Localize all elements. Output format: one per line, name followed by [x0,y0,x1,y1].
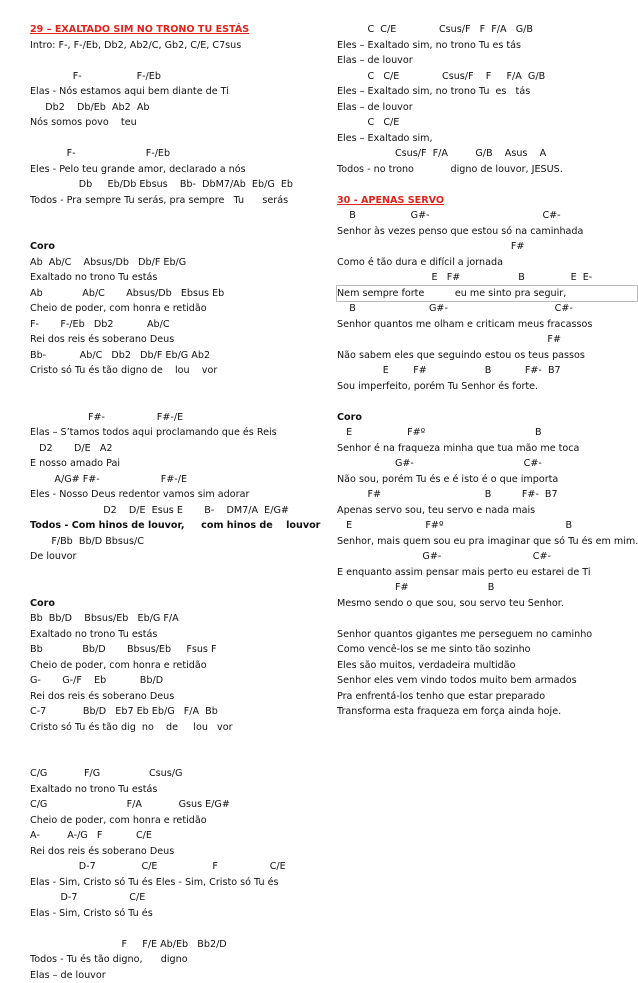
blank-line [30,394,330,410]
lyric-line: Ab Ab/C Absus/Db Ebsus Eb [30,286,330,302]
lyric-line: Mesmo sendo o que sou, sou servo teu Senhor. [337,596,637,612]
lyric-line: F#- F#-/E [30,410,330,426]
lyric-line: G- G-/F Eb Bb/D [30,673,330,689]
lyric-line: Bb- Ab/C Db2 Db/F Eb/G Ab2 [30,348,330,364]
lyric-line: F# [337,239,637,255]
lyric-line: F- F-/Eb [30,146,330,162]
lyric-line: E nosso amado Pai [30,456,330,472]
lyric-line: Coro [30,239,330,255]
blank-line [30,379,330,395]
lyric-line: F# B [337,580,637,596]
lyric-line: Como vencê-los se me sinto tão sozinho [337,642,637,658]
lyric-line: Elas - Sim, Cristo só Tu és Eles - Sim, Cristo só Tu és [30,875,330,891]
lyric-line: G#- C#- [337,549,637,565]
blank-line [30,921,330,937]
lyric-line: Intro: F-, F-/Eb, Db2, Ab2/C, Gb2, C/E, C7sus [30,38,330,54]
lyric-line: Elas – de louvor [337,100,637,116]
lyric-line: F# B F#- B7 [337,487,637,503]
lyric-line: F F/E Ab/Eb Bb2/D [30,937,330,953]
lyric-line: Bb Bb/D Bbsus/Eb Eb/G F/A [30,611,330,627]
lyric-line: F/Bb Bb/D Bbsus/C [30,534,330,550]
lyric-line: D2 D/E A2 [30,441,330,457]
lyric-line: Rei dos reis és soberano Deus [30,844,330,860]
lyric-line: Como é tão dura e difícil a jornada [337,255,637,271]
lyric-line: F- F-/Eb Db2 Ab/C [30,317,330,333]
lyric-line: D-7 C/E [30,890,330,906]
lyric-line: Todos - Tu és tão digno, digno [30,952,330,968]
lyric-line: Exaltado no trono Tu estás [30,270,330,286]
lyric-line: C C/E Csus/F F F/A G/B [337,22,637,38]
lyric-line: E enquanto assim pensar mais perto eu estarei de Ti [337,565,637,581]
lyric-line: Senhor às vezes penso que estou só na caminhada [337,224,637,240]
lyric-line: F- F-/Eb [30,69,330,85]
left-column [30,22,330,983]
lyric-line: Coro [337,410,637,426]
lyric-line: Csus/F F/A G/B Asus A [337,146,637,162]
lyric-line: Não sabem eles que seguindo estou os teus passos [337,348,637,364]
lyric-line: E F#º B [337,518,637,534]
right-column [337,22,637,720]
blank-line [337,611,637,627]
lyric-line: Eles – Exaltado sim, [337,131,637,147]
lyric-line: Cheio de poder, com honra e retidão [30,813,330,829]
lyric-line: Senhor eles vem vindo todos muito bem armados [337,673,637,689]
blank-line [30,751,330,767]
lyric-line: Senhor quantos me olham e criticam meus fracassos [337,317,637,333]
song-title: 30 - APENAS SERVO [337,193,637,209]
lyric-line: Sou imperfeito, porém Tu Senhor és forte. [337,379,637,395]
blank-line [30,131,330,147]
lyric-line: Cheio de poder, com honra e retidão [30,301,330,317]
lyric-line: Elas – de louvor [30,968,330,983]
lyric-line: A/G# F#- F#-/E [30,472,330,488]
lyric-line: Não sou, porém Tu és e é isto é o que importa [337,472,637,488]
lyric-line: Cheio de poder, com honra e retidão [30,658,330,674]
blank-line [30,735,330,751]
lyric-line: E F# B E E- [337,270,637,286]
lyric-line: Nós somos povo teu [30,115,330,131]
lyric-line: G#- C#- [337,456,637,472]
lyric-line: Db Eb/Db Ebsus Bb- DbM7/Ab Eb/G Eb [30,177,330,193]
lyric-line: D-7 C/E F C/E [30,859,330,875]
lyric-line: Senhor quantos gigantes me perseguem no caminho [337,627,637,643]
lyric-line: Todos - no trono digno de louvor, JESUS. [337,162,637,178]
lyric-line: E F#º B [337,425,637,441]
lyric-line: Senhor é na fraqueza minha que tua mão me toca [337,441,637,457]
lyric-line: Nem sempre forte eu me sinto pra seguir, [337,286,637,302]
blank-line [30,565,330,581]
lyric-line: Exaltado no trono Tu estás [30,627,330,643]
lyric-line: C C/E [337,115,637,131]
lyric-line: Bb Bb/D Bbsus/Eb Fsus F [30,642,330,658]
lyric-line: Exaltado no trono Tu estás [30,782,330,798]
blank-line [30,208,330,224]
lyric-line: Ab Ab/C Absus/Db Db/F Eb/G [30,255,330,271]
lyric-line: D2 D/E Esus E B- DM7/A E/G# [30,503,330,519]
lyric-line: Eles - Pelo teu grande amor, declarado a nós [30,162,330,178]
lyric-line: C C/E Csus/F F F/A G/B [337,69,637,85]
blank-line [30,53,330,69]
lyric-line: Elas – S’tamos todos aqui proclamando que és Reis [30,425,330,441]
lyric-line: Transforma esta fraqueza em força ainda hoje. [337,704,637,720]
lyric-line: Elas - Sim, Cristo só Tu és [30,906,330,922]
lyric-line: Senhor, mais quem sou eu pra imaginar que só Tu és em mim. [337,534,637,550]
blank-line [337,394,637,410]
lyric-line: Db2 Db/Eb Ab2 Ab [30,100,330,116]
lyric-line: De louvor [30,549,330,565]
lyric-line: Eles - Nosso Deus redentor vamos sim adorar [30,487,330,503]
lyric-line: C/G F/A Gsus E/G# [30,797,330,813]
lyric-line: Eles – Exaltado sim, no trono Tu es tás [337,84,637,100]
lyric-line: Pra enfrentá-los tenho que estar preparado [337,689,637,705]
lyric-line: E F# B F#- B7 [337,363,637,379]
lyric-line: Apenas servo sou, teu servo e nada mais [337,503,637,519]
lyric-line: Eles – Exaltado sim, no trono Tu es tás [337,38,637,54]
lyric-line: B G#- C#- [337,208,637,224]
lyric-line: Rei dos reis és soberano Deus [30,332,330,348]
song-title: 29 – EXALTADO SIM NO TRONO TU ESTÁS [30,22,330,38]
lyric-line: Elas – de louvor [337,53,637,69]
lyric-line: C-7 Bb/D Eb7 Eb Eb/G F/A Bb [30,704,330,720]
lyric-line: F# [337,332,637,348]
blank-line [30,224,330,240]
lyric-line: Rei dos reis és soberano Deus [30,689,330,705]
lyric-line: Todos - Com hinos de louvor, com hinos de louvor [30,518,330,534]
lyric-line: Cristo só Tu és tão digno de lou vor [30,363,330,379]
lyric-line: Elas - Nós estamos aqui bem diante de Ti [30,84,330,100]
lyric-line: A- A-/G F C/E [30,828,330,844]
blank-line [337,177,637,193]
lyric-line: Coro [30,596,330,612]
blank-line [30,580,330,596]
lyric-line: C/G F/G Csus/G [30,766,330,782]
lyric-line: Todos - Pra sempre Tu serás, pra sempre Tu serás [30,193,330,209]
lyric-line: B G#- C#- [337,301,637,317]
lyric-line: Cristo só Tu és tão dig no de lou vor [30,720,330,736]
lyric-line: Eles são muitos, verdadeira multidão [337,658,637,674]
